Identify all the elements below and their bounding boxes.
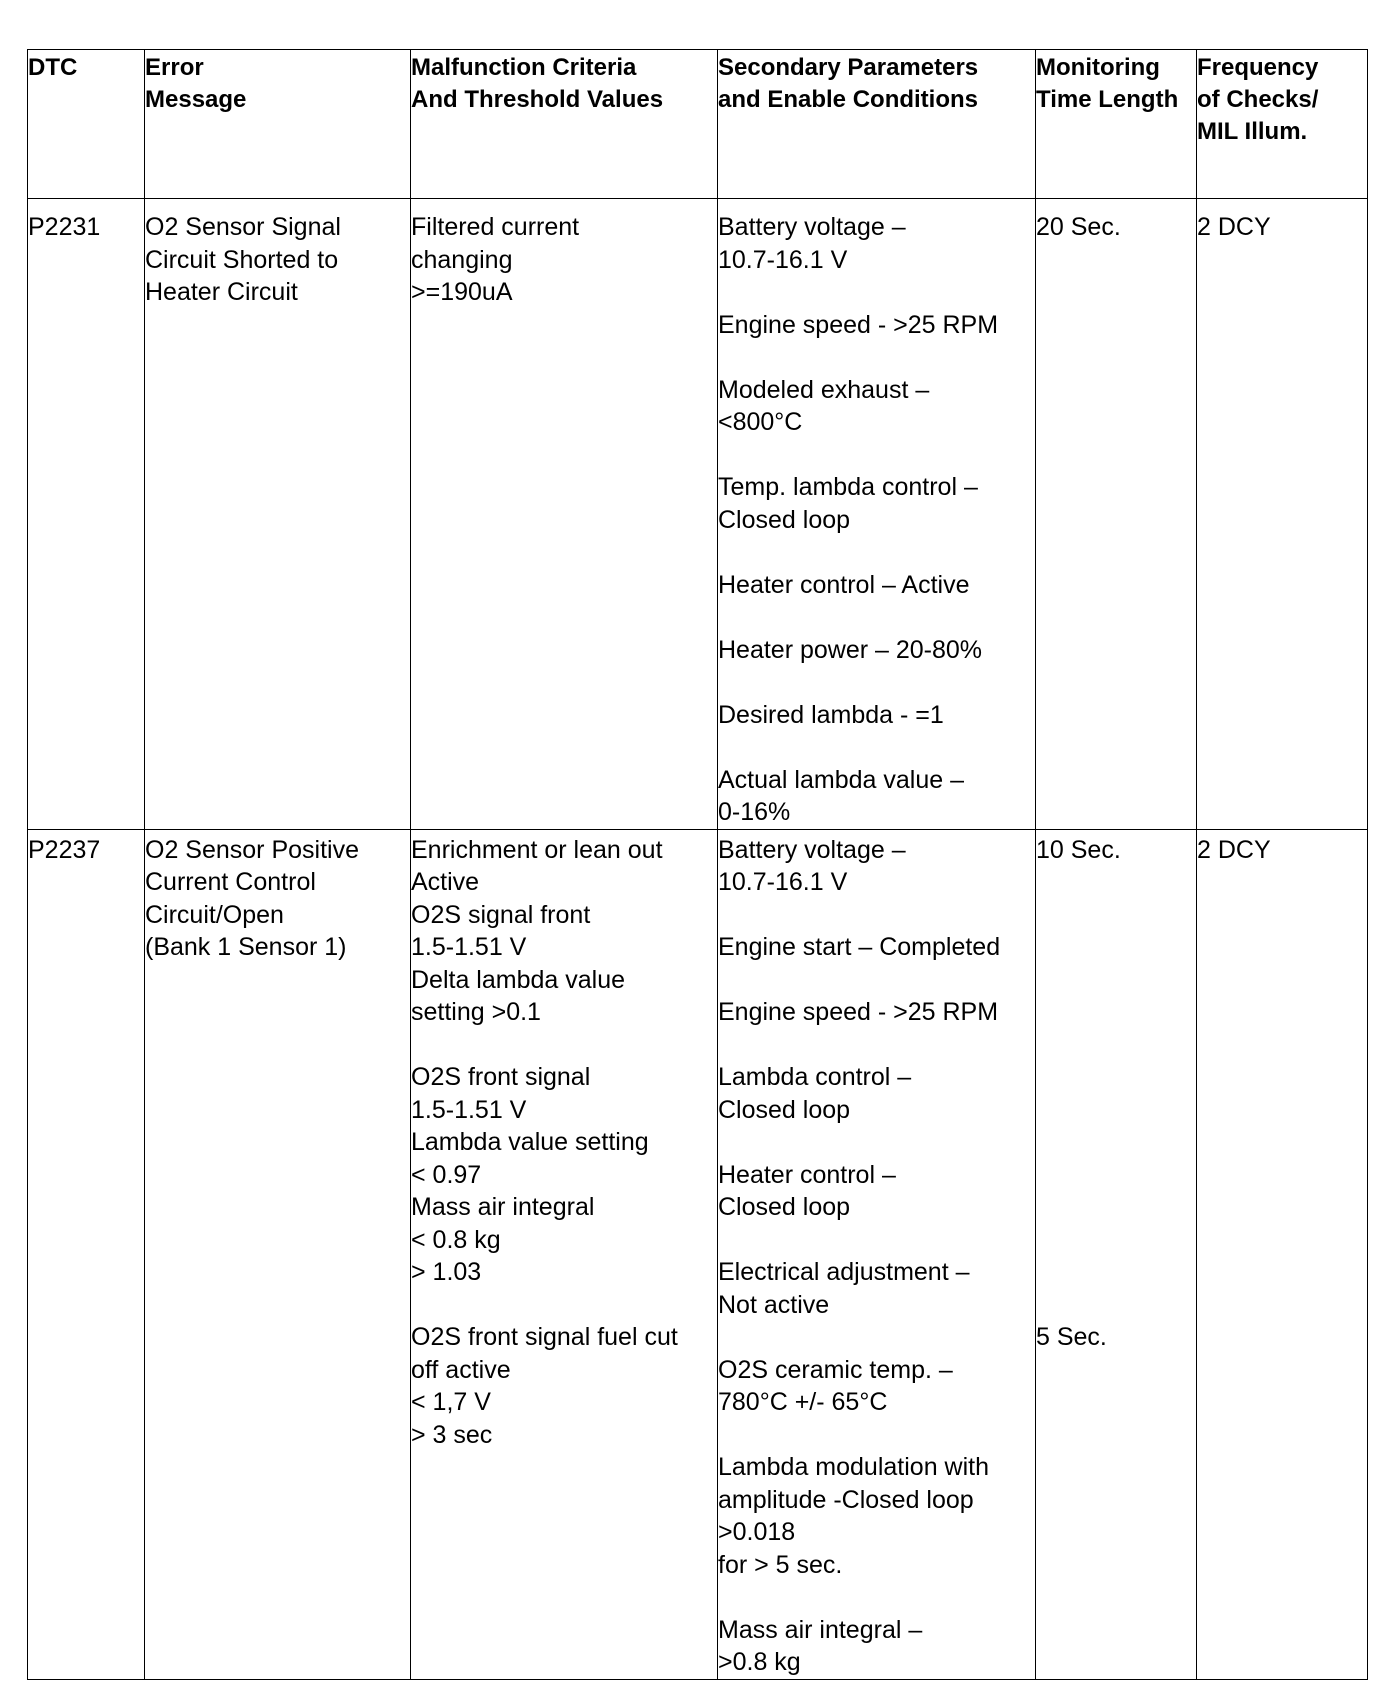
malfunction-line: < 1,7 V	[411, 1388, 491, 1416]
header-monitoring-line: Monitoring	[1036, 54, 1160, 81]
secondary-line: 780°C +/- 65°C	[718, 1388, 888, 1416]
table-row	[28, 829, 1368, 1679]
secondary-line: for > 5 sec.	[718, 1550, 843, 1579]
header-malfunction-line: Malfunction Criteria	[411, 54, 637, 81]
monitoring-value: 10 Sec.	[1036, 835, 1121, 864]
header-frequency-line: Frequency	[1197, 54, 1319, 81]
header-monitoring-time	[1036, 50, 1197, 199]
malfunction-line: O2S front signal	[411, 1063, 591, 1091]
error-message-cell	[145, 199, 411, 830]
secondary-line: Lambda modulation with	[718, 1453, 989, 1481]
secondary-line: Lambda control –	[718, 1063, 912, 1091]
malfunction-line: < 0.8 kg	[411, 1225, 501, 1254]
error-line: Circuit Shorted to	[145, 245, 339, 274]
secondary-cell	[718, 199, 1036, 830]
dtc-cell	[28, 199, 145, 830]
malfunction-line: setting >0.1	[411, 998, 541, 1026]
table-header-row	[28, 50, 1368, 199]
secondary-line: Closed loop	[718, 505, 851, 534]
secondary-line: Battery voltage –	[718, 213, 906, 241]
secondary-line: Engine speed - >25 RPM	[718, 998, 999, 1026]
secondary-line: >0.8 kg	[718, 1648, 801, 1676]
frequency-cell	[1197, 199, 1368, 830]
header-malfunction-criteria	[411, 50, 718, 199]
secondary-line: O2S ceramic temp. –	[718, 1355, 953, 1384]
frequency-cell	[1197, 829, 1368, 1679]
error-line: (Bank 1 Sensor 1)	[145, 933, 347, 961]
monitoring-cell	[1036, 199, 1197, 830]
header-dtc-line: DTC	[28, 54, 78, 81]
malfunction-line: Mass air integral	[411, 1193, 595, 1221]
error-line: O2 Sensor Positive	[145, 835, 359, 864]
header-secondary-line: and Enable Conditions	[718, 86, 979, 113]
header-frequency	[1197, 50, 1368, 199]
malfunction-cell	[411, 199, 718, 830]
header-monitoring-line: Time Length	[1036, 86, 1179, 113]
dtc-code: P2237	[28, 835, 101, 864]
header-malfunction-line: And Threshold Values	[411, 86, 664, 113]
malfunction-line: Delta lambda value	[411, 965, 626, 994]
secondary-line: Battery voltage –	[718, 835, 906, 864]
malfunction-line: >=190uA	[411, 278, 513, 306]
secondary-line: Actual lambda value –	[718, 765, 964, 794]
secondary-line: Electrical adjustment –	[718, 1258, 970, 1286]
malfunction-line: Enrichment or lean out	[411, 835, 663, 864]
header-frequency-line: of Checks/	[1197, 86, 1319, 113]
malfunction-line: Active	[411, 868, 480, 896]
malfunction-line: O2S signal front	[411, 900, 591, 929]
secondary-line: Desired lambda - =1	[718, 700, 944, 729]
malfunction-line: < 0.97	[411, 1160, 482, 1189]
header-dtc	[28, 50, 145, 199]
header-error-line: Message	[145, 86, 247, 113]
frequency-value: 2 DCY	[1197, 835, 1271, 864]
secondary-line: Temp. lambda control –	[718, 473, 978, 501]
malfunction-line: Lambda value setting	[411, 1128, 649, 1156]
secondary-line: Closed loop	[718, 1095, 851, 1124]
malfunction-line: 1.5-1.51 V	[411, 1095, 527, 1124]
secondary-line: Closed loop	[718, 1193, 851, 1221]
table-row	[28, 199, 1368, 830]
malfunction-line: > 1.03	[411, 1258, 482, 1286]
malfunction-line: changing	[411, 245, 513, 274]
monitoring-value: 20 Sec.	[1036, 213, 1121, 241]
dtc-code: P2231	[28, 213, 101, 241]
secondary-line: <800°C	[718, 408, 803, 436]
error-line: O2 Sensor Signal	[145, 213, 341, 241]
dtc-cell	[28, 829, 145, 1679]
header-secondary-parameters	[718, 50, 1036, 199]
malfunction-line: 1.5-1.51 V	[411, 933, 527, 961]
secondary-line: amplitude -Closed loop	[718, 1485, 974, 1514]
malfunction-cell	[411, 829, 718, 1679]
monitoring-value: 5 Sec.	[1036, 1323, 1107, 1351]
diagnostic-table	[27, 49, 1368, 1680]
secondary-line: 10.7-16.1 V	[718, 245, 848, 274]
error-line: Heater Circuit	[145, 278, 298, 306]
error-line: Current Control	[145, 868, 316, 896]
secondary-line: Heater power – 20-80%	[718, 635, 983, 664]
header-secondary-line: Secondary Parameters	[718, 54, 979, 81]
frequency-value: 2 DCY	[1197, 213, 1271, 241]
monitoring-cell	[1036, 829, 1197, 1679]
malfunction-line: > 3 sec	[411, 1420, 493, 1449]
secondary-line: Heater control – Active	[718, 570, 970, 599]
secondary-line: Modeled exhaust –	[718, 375, 930, 404]
error-line: Circuit/Open	[145, 900, 284, 929]
malfunction-line: off active	[411, 1355, 511, 1384]
secondary-line: Engine speed - >25 RPM	[718, 310, 999, 339]
header-error-message	[145, 50, 411, 199]
secondary-line: >0.018	[718, 1518, 796, 1546]
secondary-line: Mass air integral –	[718, 1615, 923, 1644]
error-message-cell	[145, 829, 411, 1679]
secondary-line: Heater control –	[718, 1160, 896, 1189]
header-frequency-line: MIL Illum.	[1197, 118, 1308, 145]
header-error-line: Error	[145, 54, 204, 81]
secondary-line: Engine start – Completed	[718, 933, 1001, 961]
secondary-line: 0-16%	[718, 798, 791, 826]
malfunction-line: O2S front signal fuel cut	[411, 1323, 678, 1351]
secondary-cell	[718, 829, 1036, 1679]
secondary-line: 10.7-16.1 V	[718, 868, 848, 896]
malfunction-line: Filtered current	[411, 213, 580, 241]
secondary-line: Not active	[718, 1290, 830, 1319]
